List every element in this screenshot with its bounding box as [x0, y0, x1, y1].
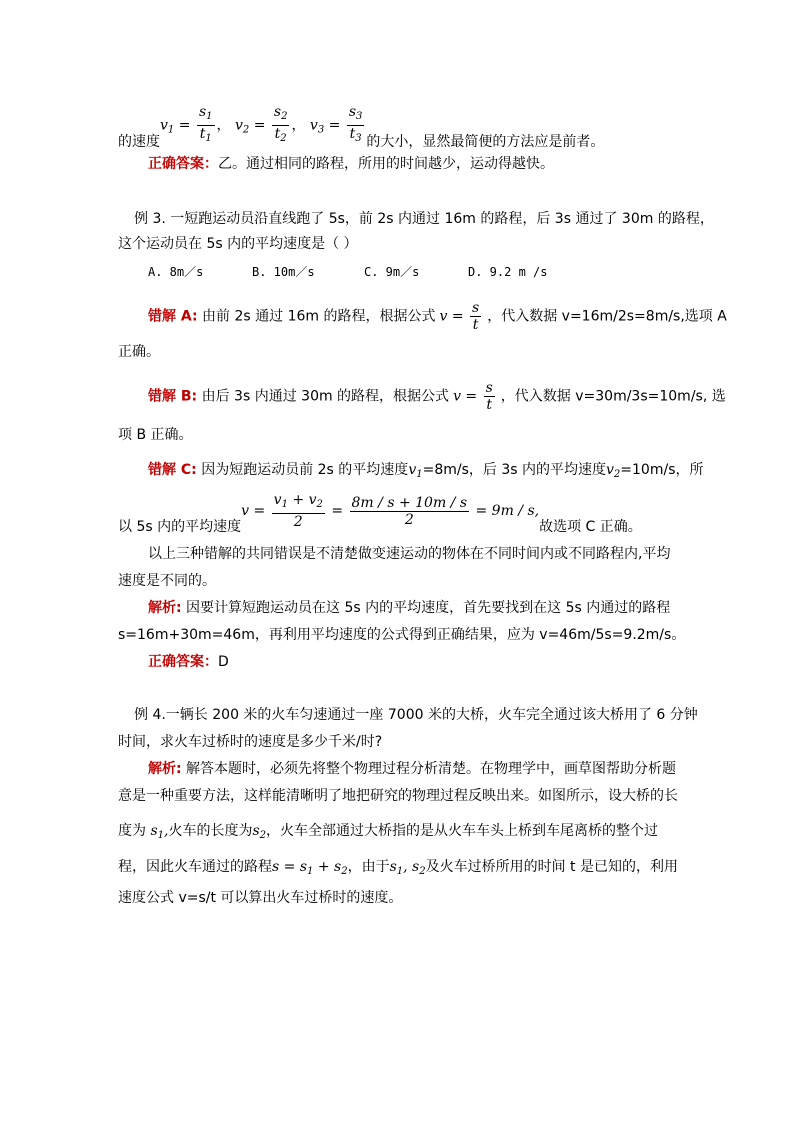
errA-post: ，代入数据 v=16m/2s=8m/s,选项 A	[487, 308, 727, 325]
symbol-v1: $v_1$	[408, 462, 423, 480]
ex3-line1: 例 3. 一短跑运动员沿直线跑了 5s，前 2s 内通过 16m 的路程，后 3s 通过了 30m 的路程，	[134, 211, 714, 227]
ex4-line6	[118, 858, 678, 881]
l5-a: 度为	[118, 823, 146, 839]
ex4-line4: 意是一种重要方法，这样能清晰明了地把研究的物理过程反映出来。如图所示，设大桥的长	[118, 788, 678, 804]
answer-label: 正确答案：	[148, 654, 218, 670]
common-error-1: 以上三种错解的共同错误是不清楚做变速运动的物体在不同时间内或不同路程内,平均	[148, 546, 671, 562]
ex4-analysis-1	[148, 760, 676, 778]
errB-line1	[148, 380, 726, 413]
option-b: B. 10m／s	[252, 265, 315, 279]
ex3-line2: 这个运动员在 5s 内的平均速度是（ ）	[118, 236, 358, 252]
errB-pre: 由后 3s 内通过 30m 的路程，根据公式	[197, 388, 450, 405]
errB-line2: 项 B 正确。	[118, 427, 193, 443]
l6-c: 及火车过桥所用的时间 t 是已知的，利用	[425, 859, 678, 875]
top-prefix: 的速度	[118, 133, 160, 150]
errC-label: 错解 C:	[148, 462, 197, 478]
l5-c: ，火车全部通过大桥指的是从火车车头上桥到车尾离桥的整个过	[266, 823, 659, 839]
l6-b: ，由于	[347, 859, 390, 875]
analysis-label: 解析:	[148, 761, 182, 777]
formula-v1: $v_1$ = $\frac{s_1}{t_1}$	[160, 104, 213, 144]
formula-average: v = $\frac{v_1 + v_2}{2}$ = $\frac{8m / s + 10m / s}{2}$ = 9m / s,	[241, 492, 540, 530]
ex3-analysis-2: s=16m+30m=46m，再利用平均速度的公式得到正确结果，应为 v=46m/5s=9.2m/s。	[118, 627, 686, 643]
formula-s-sum: $s = s_1 + s_2$	[272, 859, 348, 877]
analysis-text: 因要计算短跑运动员在这 5s 内的平均速度，首先要找到在这 5s 内通过的路程	[181, 600, 671, 616]
ex3-answer	[148, 653, 229, 671]
l6-a: 程，因此火车通过的路程	[118, 859, 272, 875]
symbol-s2: $s_2$	[252, 823, 267, 841]
formula-v-s-t: v = $\frac{s}{t}$	[439, 300, 480, 333]
errB-label: 错解 B:	[148, 388, 198, 405]
common-error-2: 速度是不同的。	[118, 573, 216, 589]
errA-label: 错解 A:	[148, 308, 198, 325]
symbol-v2: $v_2$	[606, 462, 621, 480]
ex4-line1: 例 4.一辆长 200 米的火车匀速通过一座 7000 米的大桥，火车完全通过该大桥用了 6 分钟	[134, 707, 698, 723]
errC-mid: =8m/s，后 3s 内的平均速度	[422, 462, 606, 478]
symbol-s1: $s_1$,	[146, 823, 169, 841]
top-answer	[148, 155, 554, 173]
analysis-text: 解答本题时，必须先将整个物理过程分析清楚。在物理学中，画草图帮助分析题	[181, 761, 677, 777]
errB-post: ，代入数据 v=30m/3s=10m/s, 选	[500, 388, 726, 405]
analysis-label: 解析:	[148, 600, 182, 616]
ex4-line5	[118, 822, 658, 845]
formula-v2: $v_2$ = $\frac{s_2}{t_2}$	[234, 104, 288, 144]
errC-line2	[118, 492, 642, 537]
option-a: A. 8m／s	[148, 265, 204, 279]
ex4-line2: 时间，求火车过桥时的速度是多少千米/时?	[118, 734, 383, 750]
sep-1: ，	[216, 117, 231, 134]
ex4-line7: 速度公式 v=s/t 可以算出火车过桥时的速度。	[118, 890, 403, 906]
errC-pre: 因为短跑运动员前 2s 的平均速度	[196, 462, 409, 478]
sep-2: ，	[291, 117, 306, 134]
option-c: C. 9m／s	[364, 265, 420, 279]
errC-line2-pre: 以 5s 内的平均速度	[118, 519, 242, 535]
answer-label: 正确答案：	[148, 156, 218, 172]
errC-line2-post: 故选项 C 正确。	[539, 519, 642, 535]
errC-line1	[148, 461, 704, 484]
symbol-s1-s2: $s_1$, $s_2$	[389, 859, 426, 877]
ex3-options	[148, 263, 547, 281]
top-suffix: 的大小，显然最简便的方法应是前者。	[366, 133, 605, 150]
answer-text: 乙。通过相同的路程，所用的时间越少，运动得越快。	[218, 156, 554, 172]
ex3-analysis-1	[148, 599, 670, 617]
top-formula-line	[118, 104, 604, 152]
errC-post: =10m/s，所	[620, 462, 704, 478]
errA-line2: 正确。	[118, 344, 160, 360]
option-d: D. 9.2 m /s	[468, 265, 548, 279]
l5-b: 火车的长度为	[168, 823, 253, 839]
errA-pre: 由前 2s 通过 16m 的路程，根据公式	[197, 308, 436, 325]
formula-v3: $v_3$ = $\frac{s_3}{t_3}$	[309, 104, 363, 144]
errA-line1	[148, 300, 727, 333]
formula-v-s-t: v = $\frac{s}{t}$	[453, 380, 493, 413]
answer-text: D	[218, 654, 229, 670]
